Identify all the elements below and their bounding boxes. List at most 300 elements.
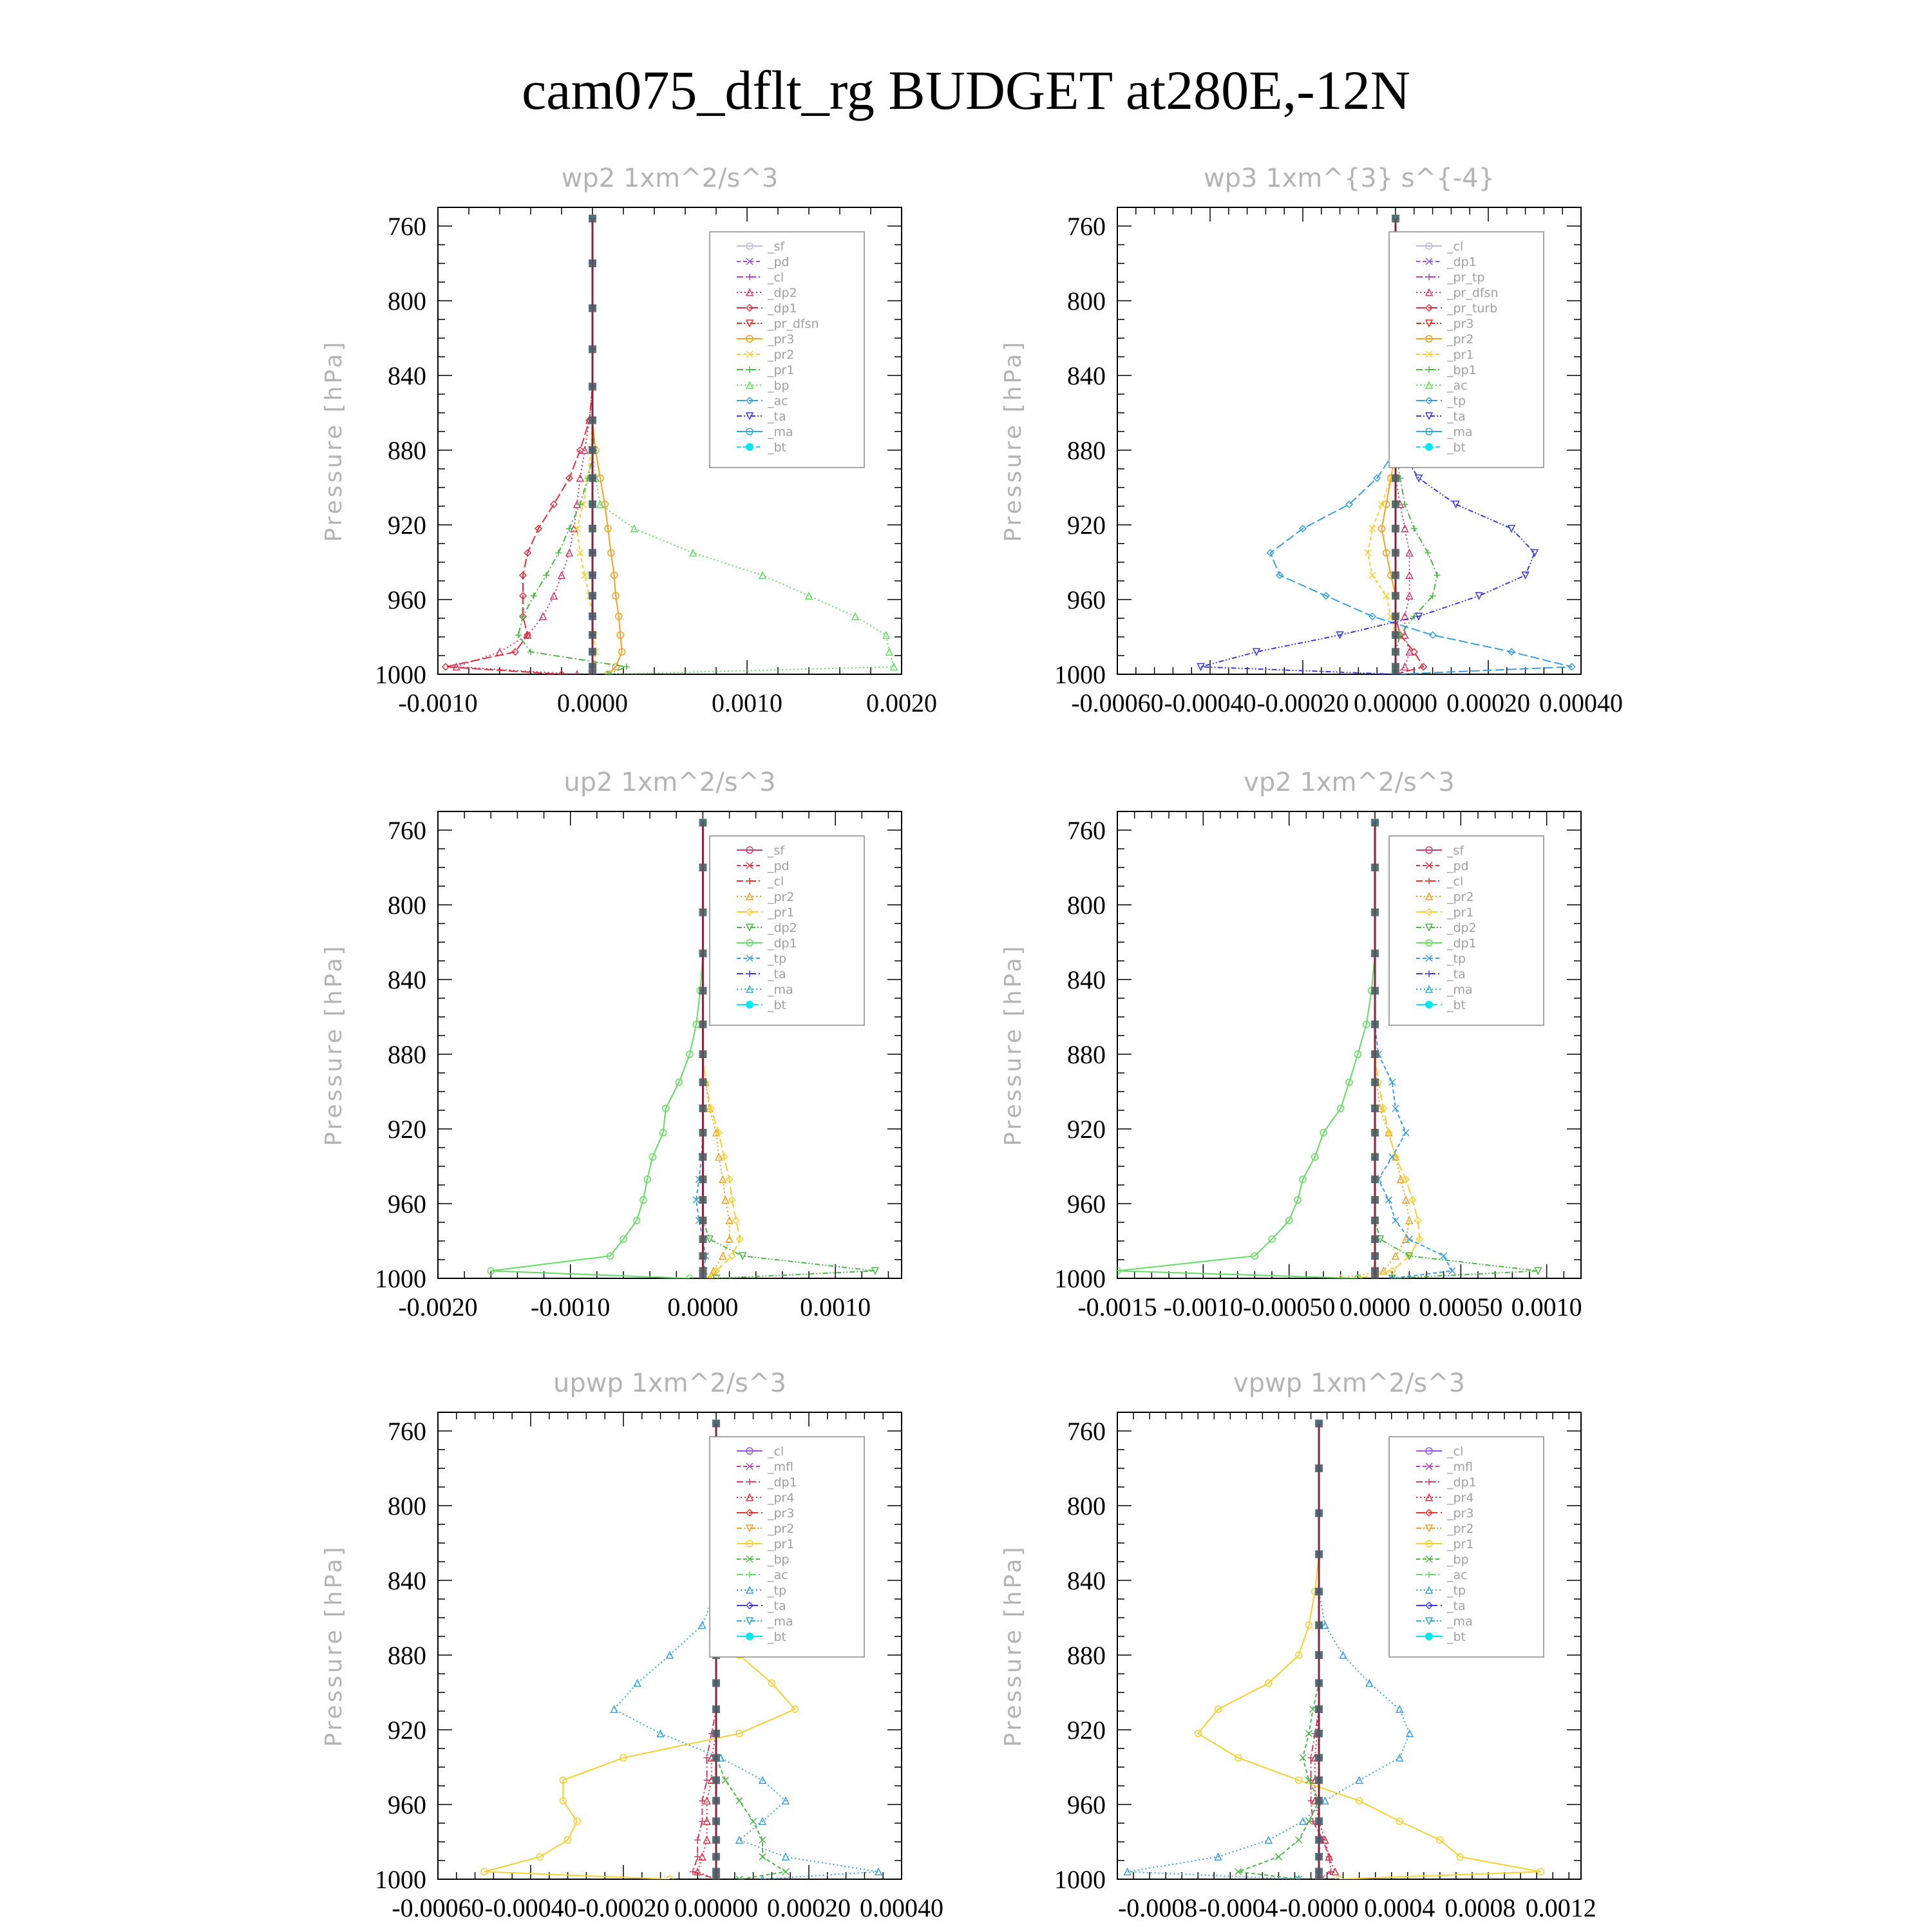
legend-marker [1425,1001,1433,1009]
data-point [551,501,557,507]
x-tick-label: 0.00020 [767,1893,851,1922]
series-line [491,822,703,1278]
x-tick-label: -0.00040 [1164,688,1256,717]
chart-panel [321,768,902,1321]
x-tick-label: -0.0010 [398,688,478,717]
x-tick-label: 0.0004 [1364,1893,1435,1922]
y-tick-label: 840 [1067,1566,1106,1595]
legend-label: _ta [768,410,786,424]
legend-label: _bt [1447,440,1466,455]
y-tick-label: 800 [388,891,426,920]
data-point [1315,1587,1323,1595]
data-point [1392,663,1399,670]
data-point [577,475,583,482]
y-tick-label: 960 [1067,1189,1106,1218]
chart-panel [1000,1368,1596,1922]
x-tick-label: -0.0000 [1279,1893,1359,1922]
series-line [1117,822,1375,1278]
series-line [1128,1423,1410,1879]
data-point [759,1837,766,1843]
data-point [551,592,557,599]
y-tick-label: 1000 [1054,1264,1106,1293]
data-point [589,612,596,620]
data-point [589,260,596,267]
legend-label: _pr_dfsn [1447,286,1499,300]
legend-label: _dp2 [1447,921,1477,935]
data-point [1315,1705,1323,1713]
legend-label: _pr2 [1447,890,1474,904]
data-point [1449,1267,1455,1274]
series-line [446,218,592,674]
data-point [690,550,696,556]
data-point [699,1196,706,1204]
data-point [699,1079,706,1086]
y-tick-label: 760 [1067,816,1106,845]
series-line [457,218,592,674]
y-tick-label: 760 [388,1417,426,1446]
data-point [1315,1853,1323,1861]
legend-label: _cl [1447,1444,1464,1459]
data-point [1300,1818,1306,1824]
legend-marker [746,1001,753,1009]
legend-marker [1425,1633,1433,1640]
data-point [589,417,596,424]
data-point [1411,526,1417,532]
data-point [634,1680,641,1687]
data-point [1434,572,1441,578]
data-point [699,1104,706,1112]
legend-label: _dp2 [768,286,797,300]
data-point [1371,1129,1379,1137]
data-point [712,1868,720,1875]
data-point [699,987,706,994]
y-tick-label: 920 [1067,1716,1106,1745]
data-point [1392,631,1399,639]
data-point [1441,1253,1447,1259]
legend-marker [1425,443,1433,451]
data-point [1416,475,1422,482]
x-tick-label: 0.0010 [712,688,782,717]
data-point [719,1176,726,1182]
legend-label: _dp1 [768,1475,797,1490]
data-point [1265,1837,1272,1843]
y-tick-label: 1000 [1054,660,1106,689]
y-tick-label: 760 [388,816,426,845]
data-point [891,663,897,670]
legend-label: _pr2 [768,348,795,362]
data-point [1371,1050,1379,1058]
legend-label: _ac [768,394,788,408]
legend-label: _dp1 [1447,936,1477,951]
x-tick-label: 0.00050 [1419,1293,1503,1321]
y-tick-label: 800 [388,1492,426,1520]
legend-label: _ta [768,1599,786,1613]
data-point [712,1705,720,1713]
data-point [712,1730,720,1738]
data-point [1403,1130,1409,1136]
data-point [1315,1651,1323,1659]
data-point [589,631,596,639]
x-tick-label: 0.00000 [1354,688,1437,717]
legend-label: _dp2 [768,921,797,935]
x-tick-label: 0.0010 [1511,1293,1582,1321]
legend-label: _bp [1447,1553,1469,1567]
data-point [699,909,706,916]
panel-title: up2 1xm^2/s^3 [564,768,776,797]
data-point [589,500,596,508]
legend-label: _mfl [768,1460,793,1474]
y-tick-label: 1000 [375,1264,426,1293]
y-tick-label: 960 [388,1790,426,1819]
data-point [1378,501,1385,507]
data-point [1369,572,1376,578]
legend-label: _cl [768,1444,784,1459]
data-point [712,1680,720,1687]
data-point [1392,525,1399,533]
data-point [1392,500,1399,508]
chart-panel [1000,164,1623,717]
x-tick-label: -0.0004 [1198,1893,1278,1922]
legend [1389,836,1544,1025]
panel-title: wp2 1xm^2/s^3 [561,164,779,193]
legend-label: _pd [768,859,790,873]
data-point [699,1217,706,1224]
data-point [1315,1730,1323,1738]
legend-label: _pr3 [1447,317,1474,331]
data-point [555,550,562,556]
x-tick-label: -0.00020 [577,1893,670,1922]
legend-label: _pd [1447,859,1469,873]
data-point [1371,1235,1379,1243]
data-point [712,1836,720,1844]
x-tick-label: 0.00020 [1446,688,1530,717]
data-point [1406,1730,1413,1737]
data-point [699,1050,706,1058]
x-tick-label: 0.0010 [800,1293,871,1321]
y-tick-label: 960 [1067,585,1106,614]
legend-label: _ma [768,1615,793,1629]
x-tick-label: -0.00020 [1256,688,1349,717]
data-point [1392,571,1399,579]
legend-label: _bt [1447,998,1466,1012]
legend-label: _pr1 [1447,1537,1474,1551]
y-tick-label: 880 [388,1641,426,1670]
legend-label: _pr_dfsn [768,317,819,331]
data-point [589,383,596,390]
data-point [699,1274,706,1282]
data-point [623,663,630,670]
y-tick-label: 840 [388,1566,426,1595]
panel-title: vpwp 1xm^2/s^3 [1233,1368,1466,1398]
data-point [712,1875,720,1883]
data-point [694,1837,701,1843]
legend-label: _ta [1447,1599,1466,1613]
y-tick-label: 800 [1067,891,1106,920]
legend-label: _pr2 [1447,1522,1474,1536]
data-point [1371,1252,1379,1260]
data-point [1392,214,1399,222]
data-point [782,1868,789,1875]
x-tick-label: -0.00040 [484,1893,577,1922]
x-tick-label: -0.0015 [1077,1293,1157,1321]
data-point [712,1797,720,1804]
data-point [531,592,537,599]
legend-label: _sf [768,240,785,254]
x-tick-label: -0.00060 [1071,688,1164,717]
data-point [1371,1274,1379,1282]
legend-label: _mfl [1447,1460,1473,1474]
data-point [852,613,858,620]
legend-label: _tp [1447,1584,1466,1598]
legend-label: _pr1 [768,363,795,377]
legend-label: _ma [1447,983,1473,997]
data-point [589,446,596,454]
data-point [759,1853,766,1860]
y-tick-label: 920 [388,511,426,540]
data-point [699,1153,706,1161]
y-tick-label: 880 [1067,436,1106,465]
y-tick-label: 920 [1067,511,1106,540]
legend-label: _dp1 [1447,255,1477,269]
data-point [1392,612,1399,620]
x-tick-label: 0.00000 [674,1893,758,1922]
data-point [1396,1706,1403,1712]
legend-label: _bt [768,1630,787,1644]
data-point [699,1175,706,1183]
data-point [1425,550,1431,556]
x-tick-label: -0.00060 [392,1893,484,1922]
chart-panel [1000,768,1582,1321]
data-point [1371,909,1379,916]
legend-label: _pr_turb [1447,301,1498,316]
data-point [1371,1021,1379,1028]
data-point [1315,1754,1323,1762]
data-point [1392,670,1399,678]
data-point [1371,1153,1379,1161]
data-point [736,1797,743,1804]
x-tick-label: 0.0000 [557,688,628,717]
y-tick-label: 800 [1067,287,1106,316]
y-tick-label: 840 [388,965,426,994]
data-point [589,592,596,600]
y-tick-label: 920 [388,1115,426,1144]
y-tick-label: 1000 [1054,1865,1106,1894]
data-point [1371,1079,1379,1086]
series-line [1238,1423,1319,1879]
legend-label: _pr3 [768,1506,795,1520]
y-axis-label: Pressure [hPa] [321,1544,347,1747]
y-tick-label: 840 [1067,361,1106,390]
data-point [1430,632,1436,638]
legend-label: _cl [768,270,784,285]
legend-label: _sf [768,844,785,858]
data-point [589,345,596,353]
data-point [699,819,706,826]
data-point [712,1853,720,1861]
legend-label: _sf [1447,844,1464,858]
y-tick-label: 920 [388,1716,426,1745]
legend-label: _ma [768,425,793,439]
data-point [1315,1817,1323,1825]
data-point [699,1021,706,1028]
legend-label: _tp [768,1584,787,1598]
chart-panel [321,1368,943,1922]
legend-label: _ac [1447,379,1468,393]
legend-label: _pd [768,255,790,269]
data-point [1508,526,1515,532]
legend-label: _ta [768,967,786,981]
data-point [750,1818,757,1824]
y-axis-label: Pressure [hPa] [1000,943,1027,1146]
chart-panel [321,164,937,717]
data-point [1315,1797,1323,1804]
data-point [1315,1776,1323,1784]
legend-marker [746,443,753,451]
panel-title: upwp 1xm^2/s^3 [553,1368,786,1398]
data-point [611,1706,618,1712]
data-point [699,949,706,957]
data-point [1406,592,1413,599]
data-point [1371,1217,1379,1224]
x-tick-label: 0.0020 [866,688,937,717]
data-point [726,1236,733,1242]
legend-label: _pr3 [1447,1506,1474,1520]
data-point [589,549,596,557]
data-point [589,571,596,579]
data-point [1371,1104,1379,1112]
legend-label: _ma [1447,1615,1473,1629]
data-point [712,1754,720,1762]
legend-label: _pr1 [768,905,795,920]
x-tick-label: -0.0010 [1163,1293,1243,1321]
legend [710,232,864,468]
legend-label: _dp1 [768,301,797,316]
data-point [1296,1837,1302,1843]
data-point [1275,1853,1282,1860]
data-point [1392,1217,1399,1224]
legend-label: _cl [768,875,784,889]
data-point [883,632,889,638]
legend-label: _ta [1447,410,1466,424]
legend-label: _bt [1447,1630,1466,1644]
legend-label: _dp1 [768,936,797,951]
data-point [589,648,596,656]
data-point [712,1817,720,1825]
data-point [1476,592,1482,599]
data-point [699,864,706,871]
data-point [1315,1622,1323,1629]
legend-label: _ta [1447,967,1466,981]
data-point [1371,987,1379,994]
data-point [1315,1550,1323,1558]
legend-label: _tp [1447,952,1466,966]
y-tick-label: 960 [388,585,426,614]
series-line [518,218,627,674]
y-tick-label: 920 [1067,1115,1106,1144]
x-tick-label: 0.00040 [860,1893,943,1922]
x-tick-label: 0.0008 [1444,1893,1516,1922]
legend-label: _ma [1447,425,1473,439]
x-tick-label: 0.0000 [667,1293,739,1321]
legend-label: _bt [768,998,787,1012]
data-point [1315,1868,1323,1875]
data-point [1531,550,1538,556]
data-point [589,305,596,312]
data-point [1453,501,1459,507]
data-point [1315,1680,1323,1687]
legend [1389,1437,1544,1657]
x-tick-label: 0.0012 [1525,1893,1596,1922]
legend-label: _pr_tp [1447,270,1485,285]
legend-label: _bp [768,1553,790,1567]
legend-label: _pr2 [768,1522,795,1536]
legend-label: _pr2 [1447,332,1474,346]
data-point [1315,1836,1323,1844]
legend-label: _tp [1447,394,1466,408]
data-point [520,613,526,620]
y-tick-label: 800 [1067,1492,1106,1520]
data-point [515,632,522,638]
series-line [592,218,622,674]
data-point [1315,1419,1323,1427]
y-tick-label: 800 [388,287,426,316]
y-tick-label: 960 [388,1189,426,1218]
y-tick-label: 880 [388,1040,426,1069]
x-tick-label: -0.0020 [398,1293,478,1321]
legend-label: _cl [1447,240,1464,254]
y-tick-label: 880 [1067,1040,1106,1069]
data-point [1406,550,1413,556]
panel-title: vp2 1xm^2/s^3 [1244,768,1455,797]
legend-label: _ac [1447,1568,1468,1582]
y-tick-label: 840 [388,361,426,390]
legend [710,836,864,1025]
y-tick-label: 1000 [375,1865,426,1894]
legend-label: _ma [768,983,793,997]
data-point [1522,572,1529,578]
x-tick-label: 0.0000 [1340,1293,1410,1321]
legend-label: _tp [768,952,787,966]
data-point [1371,1196,1379,1204]
legend-marker [746,1633,753,1640]
y-tick-label: 880 [388,436,426,465]
y-axis-label: Pressure [hPa] [321,943,347,1146]
legend-label: _cl [1447,875,1464,889]
data-point [566,550,573,556]
y-tick-label: 880 [1067,1641,1106,1670]
data-point [1385,1197,1392,1203]
data-point [1340,1652,1347,1658]
y-tick-label: 840 [1067,965,1106,994]
data-point [1392,592,1399,600]
legend-label: _pr1 [1447,905,1474,920]
data-point [712,1776,720,1784]
y-axis-label: Pressure [hPa] [1000,1544,1027,1747]
y-tick-label: 1000 [375,660,426,689]
legend-label: _bp1 [1447,363,1477,377]
legend-label: _pr3 [768,332,795,346]
data-point [1315,1510,1323,1517]
data-point [706,1236,713,1242]
y-axis-label: Pressure [hPa] [321,339,347,542]
data-point [1315,1464,1323,1472]
data-point [699,1235,706,1243]
data-point [1401,663,1408,670]
data-point [699,1252,706,1260]
data-point [806,592,812,599]
legend-label: _pr4 [1447,1491,1474,1505]
legend [710,1437,864,1657]
